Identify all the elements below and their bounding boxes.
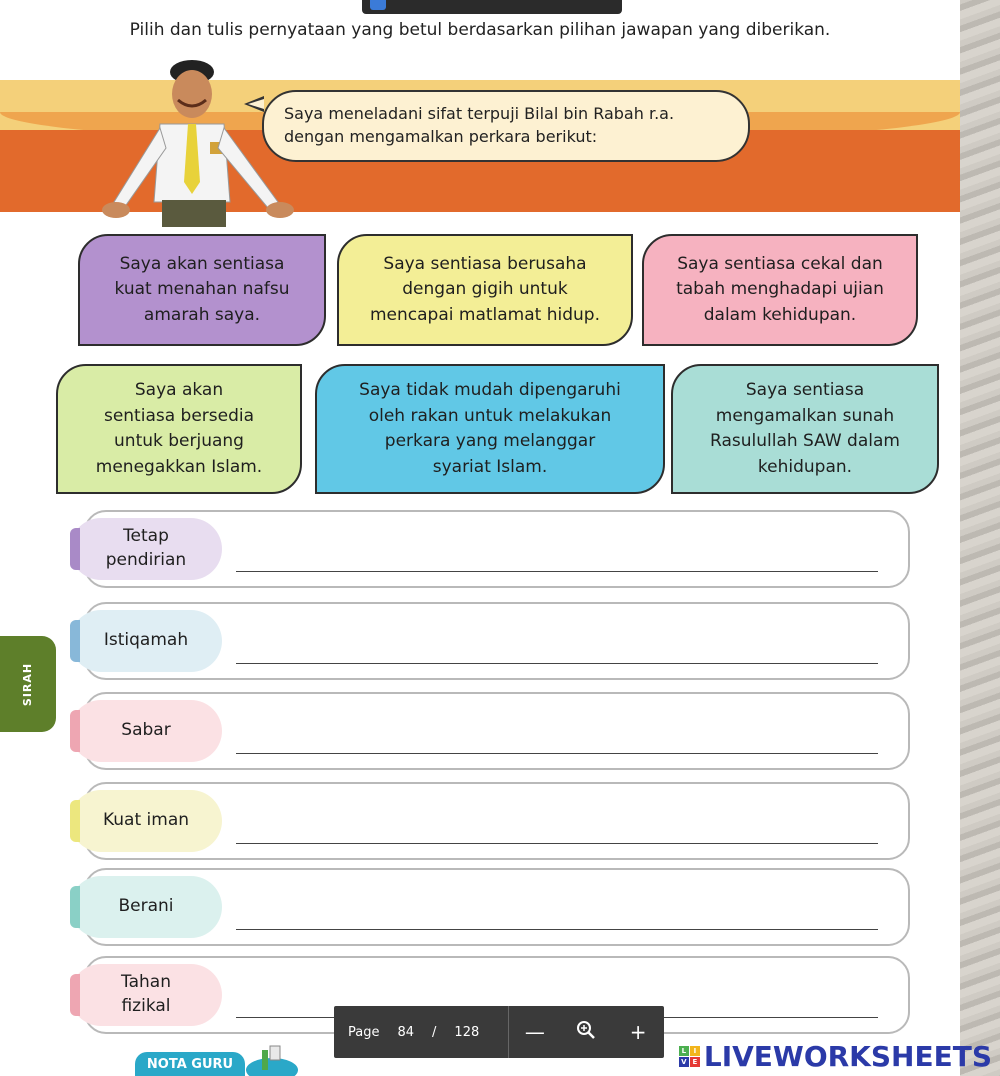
option-line: tabah menghadapi ujian [676, 279, 884, 300]
bubble-line-1: Saya meneladani sifat terpuji Bilal bin Rabah r.a. [284, 104, 675, 123]
answer-input[interactable] [236, 571, 878, 572]
answer-label [70, 700, 222, 762]
option-line: syariat Islam. [432, 456, 548, 477]
answer-row-kuat-iman [84, 782, 910, 860]
answer-input[interactable] [236, 843, 878, 844]
answer-label [70, 518, 222, 580]
label-line: fizikal [121, 996, 171, 1016]
answer-row-istiqamah [84, 602, 910, 680]
option-card[interactable] [315, 364, 665, 494]
option-line: mencapai matlamat hidup. [370, 304, 600, 325]
option-line: Saya sentiasa berusaha [383, 253, 587, 274]
option-line: sentiasa bersedia [103, 405, 255, 426]
option-line: amarah saya. [143, 304, 261, 325]
option-line: dengan gigih untuk [402, 279, 568, 300]
brand-name: LIVEWORKSHEETS [703, 1039, 992, 1073]
answer-label [70, 790, 222, 852]
answer-label [70, 610, 222, 672]
logo-letter: I [690, 1046, 700, 1056]
option-line: mengamalkan sunah [715, 405, 895, 426]
answer-row-berani [84, 868, 910, 946]
label-line: Berani [118, 896, 174, 917]
option-line: Saya sentiasa [745, 380, 865, 400]
option-line: kehidupan. [757, 456, 853, 477]
option-line: menegakkan Islam. [95, 456, 263, 477]
logo-letter: L [679, 1046, 689, 1056]
answer-label [70, 876, 222, 938]
side-tab-label: SIRAH [21, 662, 35, 706]
page-total: 128 [454, 1024, 480, 1040]
option-line: Saya akan sentiasa [119, 253, 285, 274]
label-line: Tetap [123, 526, 169, 547]
option-line: perkara yang melanggar [384, 431, 596, 451]
toolbar-stub [362, 0, 622, 14]
page-current[interactable]: 84 [397, 1024, 415, 1040]
option-card[interactable] [78, 234, 326, 346]
teacher-note-icon [244, 1042, 300, 1076]
brand-logo-icon [679, 1046, 700, 1067]
label-line: Sabar [121, 720, 171, 741]
answer-label [70, 964, 222, 1026]
option-line: Saya sentiasa cekal dan [677, 253, 883, 274]
label-line: Istiqamah [103, 630, 189, 651]
logo-letter: E [690, 1057, 700, 1067]
option-line: dalam kehidupan. [703, 304, 857, 325]
zoom-in-button[interactable]: + [629, 1020, 647, 1044]
page-navigator [334, 1006, 664, 1058]
instruction-text: Pilih dan tulis pernyataan yang betul berdasarkan pilihan jawapan yang diberikan. [129, 20, 831, 40]
option-line: Saya tidak mudah dipengaruhi [359, 380, 621, 400]
liveworksheets-logo[interactable] [679, 1038, 992, 1074]
answer-input[interactable] [236, 929, 878, 930]
zoom-icon[interactable] [566, 1019, 606, 1046]
option-line: Rasulullah SAW dalam [710, 431, 900, 451]
label-line: Kuat iman [102, 810, 190, 831]
option-line: oleh rakan untuk melakukan [368, 405, 612, 426]
answer-row-sabar [84, 692, 910, 770]
bubble-line-2: dengan mengamalkan perkara berikut: [284, 127, 598, 147]
page-label: Page [348, 1024, 380, 1040]
option-card[interactable] [671, 364, 939, 494]
label-line: Tahan [121, 972, 171, 993]
zoom-out-button[interactable]: — [524, 1020, 545, 1044]
toolbar-icon [370, 0, 386, 10]
sirah-side-tab [0, 636, 56, 732]
option-card[interactable] [56, 364, 302, 494]
option-line: untuk berjuang [114, 431, 244, 451]
answer-input[interactable] [236, 753, 878, 754]
speech-bubble [262, 90, 750, 162]
background-right [955, 0, 1000, 1076]
option-line: kuat menahan nafsu [114, 279, 290, 300]
answer-input[interactable] [236, 663, 878, 664]
logo-letter: V [679, 1057, 689, 1067]
answer-row-tetap-pendirian [84, 510, 910, 588]
option-card[interactable] [642, 234, 918, 346]
nota-guru-tab: NOTA GURU [135, 1052, 245, 1076]
label-line: pendirian [105, 550, 187, 570]
bubble-tail-inner [248, 99, 264, 109]
page-separator: / [432, 1024, 437, 1040]
option-line: Saya akan [134, 380, 224, 400]
option-card[interactable] [337, 234, 633, 346]
